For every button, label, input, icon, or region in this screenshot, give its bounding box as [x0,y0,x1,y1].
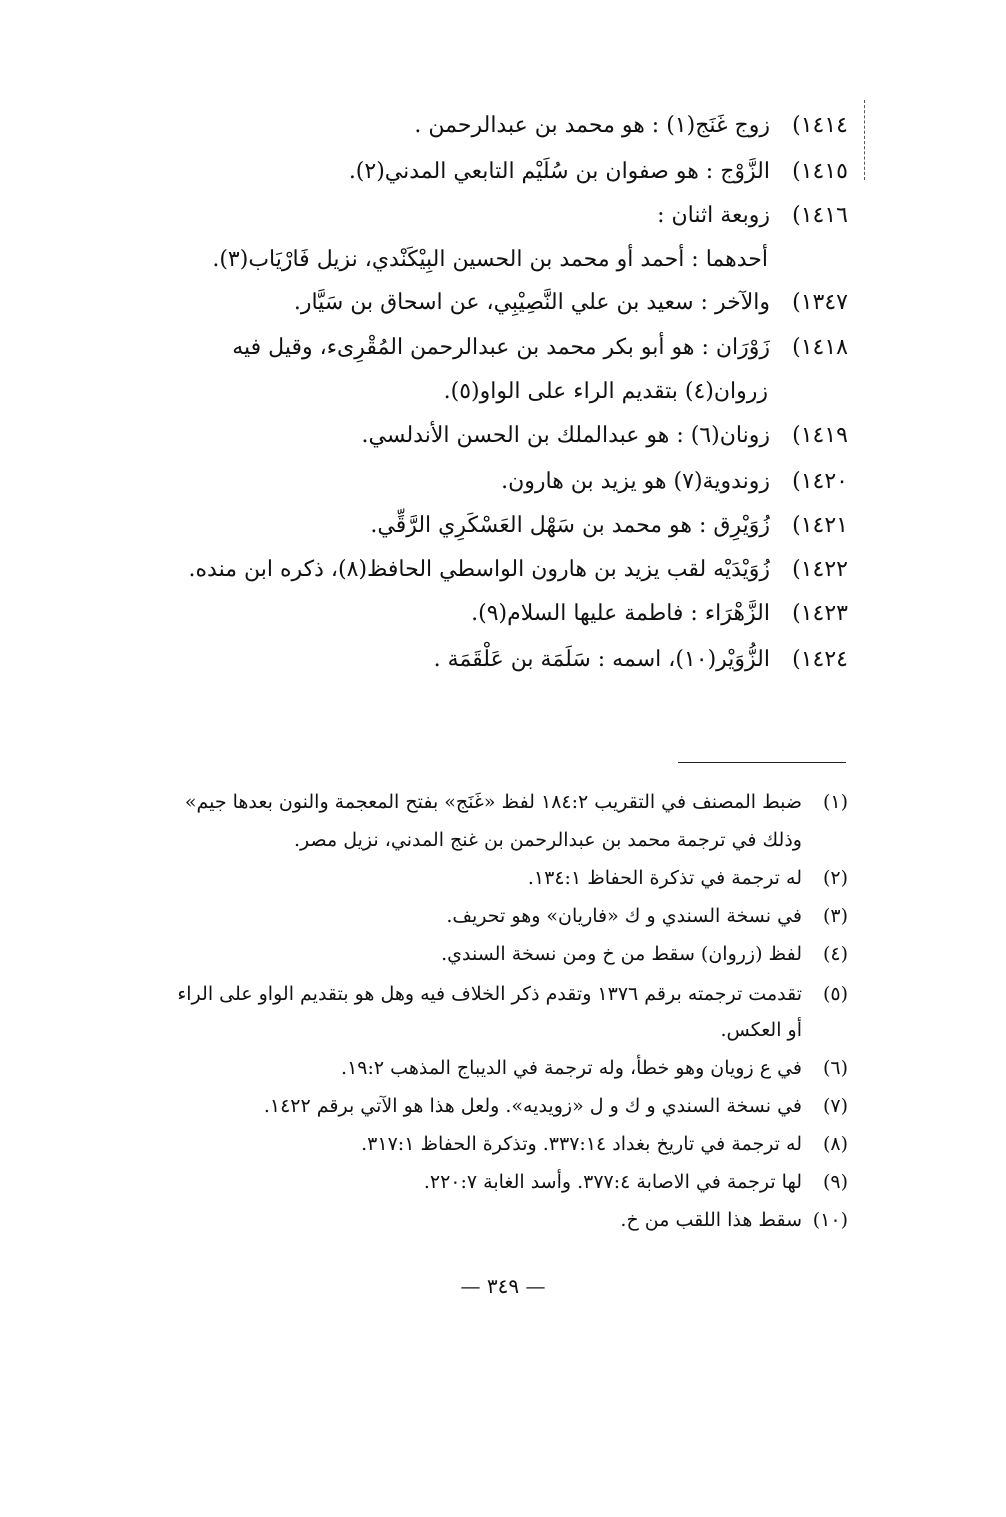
footnote-number: (٨) [822,1133,848,1155]
entry-number: ١٤٢١) [792,513,848,538]
entry-line [501,462,848,502]
footnote [185,784,848,820]
footnote-text: أو العكس. [720,1019,802,1041]
entry-text: زُوَيْرِق : هو محمد بن سَهْل العَسْكَرِي الرَّقِّي. [370,513,770,538]
entry-number: ١٤٢٢) [792,557,848,582]
footnote-number: (٤) [822,943,848,965]
footnote-number: (٧) [822,1095,848,1117]
footnote [620,1202,848,1238]
footnote-number: (٣) [822,905,848,927]
entry-text: الزُّوَيْر(١٠)، اسمه : سَلَمَة بن عَلْقَمَة . [433,647,770,672]
entry-number: ١٤٢٠) [792,469,848,494]
footnote [341,1050,848,1086]
footnote-text: في نسخة السندي و ك و ل «زويديه». ولعل هذا هو الآتي برقم ١٤٢٢. [263,1095,802,1117]
entry-text: زوندوية(٧) هو يزيد بن هارون. [501,469,770,494]
entry-number: ١٤١٨) [792,335,848,360]
footnote-number: (٢) [822,867,848,889]
footnote [177,976,848,1012]
footnote-continuation [294,822,802,858]
entry-number: ١٤١٩) [792,423,848,448]
footnote [264,1088,848,1124]
entry-line [471,594,848,634]
footnote-continuation [721,1012,802,1048]
entry-text: زوبعة اثنان : [657,203,770,228]
entry-line [294,283,848,323]
entry-line [434,640,848,680]
entry-text: الزَّهْرَاء : فاطمة عليها السلام(٩). [471,601,770,626]
entry-number: ١٤٢٣) [792,601,848,626]
footnote-text: ضبط المصنف في التقريب ١٨٤:٢ لفظ «غَنَج» بفتح المعجمة والنون بعدها جيم» [184,791,802,813]
entry-line [414,106,848,146]
footnote-text: وذلك في ترجمة محمد بن عبدالرحمن بن غنج المدني، نزيل مصر. [294,829,802,851]
entry-text: والآخر : سعيد بن علي النَّصِيْبِي، عن اسحاق بن سَيَّار. [293,290,770,315]
entry-text: زَوْرَان : هو أبو بكر محمد بن عبدالرحمن المُقْرِىء، وقيل فيه [232,335,770,360]
entry-line [657,196,848,236]
entry-text: الزَّوْج : هو صفوان بن سُلَيْم التابعي المدني(٢). [348,159,770,184]
entry-text: أحدهما : أحمد أو محمد بن الحسين البِيْكَنْدي، نزيل فَارْيَاب(٣). [212,247,768,272]
entry-number: ١٣٤٧) [792,290,848,315]
entry-text: زُوَيْدَيْه لقب يزيد بن هارون الواسطي الحافظ(٨)، ذكره ابن منده. [188,557,770,582]
entry-line [189,550,848,590]
page-number: — ٣٤٩ — [460,1274,546,1298]
entry-number: ١٤١٥) [792,159,848,184]
footnote [446,898,848,934]
footnote-number: (٩) [822,1171,848,1193]
footnote-number: (١٠) [812,1209,848,1231]
footnote [361,1126,848,1162]
entry-continuation [444,372,768,412]
entry-text: زونان(٦) : هو عبدالملك بن الحسن الأندلسي. [361,423,770,448]
footnote [441,936,848,972]
entry-number: ١٤٢٤) [792,647,848,672]
footnote-text: سقط هذا اللقب من خ. [620,1209,802,1231]
margin-rule [864,100,866,180]
footnote-text: في نسخة السندي و ك «فاريان» وهو تحريف. [446,905,802,927]
footnote [528,860,848,896]
entry-text: زوج غَنَج(١) : هو محمد بن عبدالرحمن . [414,113,770,138]
footnote-text: تقدمت ترجمته برقم ١٣٧٦ وتقدم ذكر الخلاف فيه وهل هو بتقديم الواو على الراء [177,983,802,1005]
entry-line [349,152,848,192]
footnote-text: لها ترجمة في الاصابة ٣٧٧:٤. وأسد الغابة ٢٢٠:٧. [423,1171,802,1193]
footnote-number: (٦) [822,1057,848,1079]
footnote-text: في ع زويان وهو خطأ، وله ترجمة في الديباج المذهب ١٩:٢. [341,1057,802,1079]
entry-number: ١٤١٦) [792,203,848,228]
entry-continuation [212,240,768,280]
entry-line [232,328,848,368]
footnote-text: له ترجمة في تذكرة الحفاظ ١٣٤:١. [527,867,802,889]
footnote-text: لفظ (زروان) سقط من خ ومن نسخة السندي. [441,943,802,965]
footnote [424,1164,848,1200]
footnote-text: له ترجمة في تاريخ بغداد ٣٣٧:١٤. وتذكرة الحفاظ ٣١٧:١. [361,1133,802,1155]
entry-line [362,416,849,456]
entry-line [370,506,848,546]
footnote-number: (١) [822,791,848,813]
footnote-number: (٥) [822,983,848,1005]
footnote-separator [678,762,846,763]
entry-number: ١٤١٤) [792,113,848,138]
entry-text: زروان(٤) بتقديم الراء على الواو(٥). [443,379,768,404]
